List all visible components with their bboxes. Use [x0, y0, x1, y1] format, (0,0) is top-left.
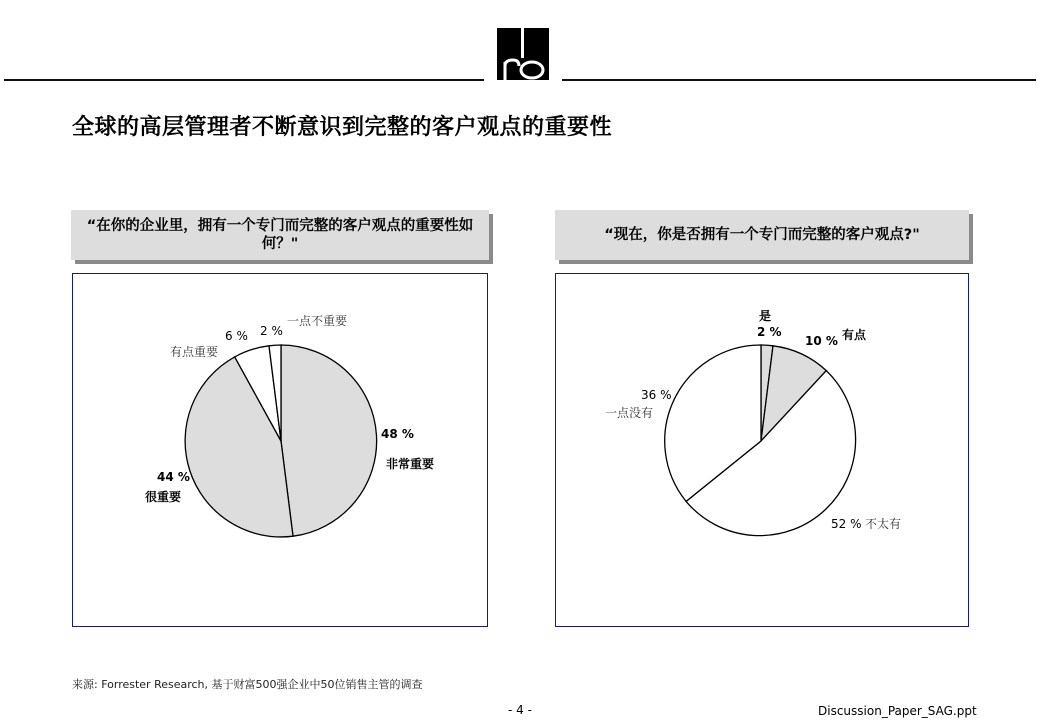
- question-box-left: [71, 210, 489, 260]
- label-important: 很重要: [145, 490, 182, 504]
- label-not-important: 一点不重要: [287, 314, 348, 328]
- rb-logo-icon: [497, 28, 549, 80]
- chart-frame-left: [72, 273, 488, 627]
- label-pct-very-important: 48 %: [381, 427, 414, 441]
- header-rule-right: [562, 79, 1036, 81]
- label-very-important: 非常重要: [386, 457, 435, 471]
- label-pct-not-at-all: 36 %: [641, 388, 672, 402]
- label-not-really: 不太有: [865, 517, 902, 531]
- label-pct-important: 44 %: [157, 470, 190, 484]
- label-pct-not-important: 2 %: [260, 324, 283, 338]
- page-number: - 4 -: [508, 703, 532, 717]
- label-pct-yes: 2 %: [757, 325, 782, 339]
- label-yes: 是: [759, 309, 772, 323]
- label-somewhat: 有点: [842, 328, 867, 342]
- label-not-at-all: 一点没有: [605, 406, 654, 420]
- question-text-left: “在你的企业里，拥有一个专门而完整的客户观点的重要性如何？": [86, 218, 474, 252]
- source-note: 来源: Forrester Research, 基于财富500强企业中50位销售主管的调查: [72, 678, 423, 691]
- page-title: 全球的高层管理者不断意识到完整的客户观点的重要性: [72, 115, 613, 140]
- header-rule-left: [4, 79, 484, 81]
- label-pct-somewhat-important: 6 %: [225, 329, 248, 343]
- pie-slice-very-important: [281, 345, 377, 536]
- label-somewhat-important: 有点重要: [170, 345, 219, 359]
- label-pct-somewhat: 10 %: [805, 334, 838, 348]
- label-pct-not-really: 52 %: [831, 517, 862, 531]
- question-text-right: “现在，你是否拥有一个专门而完整的客户观点?": [604, 227, 920, 243]
- file-name: Discussion_Paper_SAG.ppt: [818, 704, 977, 718]
- chart-frame-right: [555, 273, 969, 627]
- question-box-right: [555, 210, 969, 260]
